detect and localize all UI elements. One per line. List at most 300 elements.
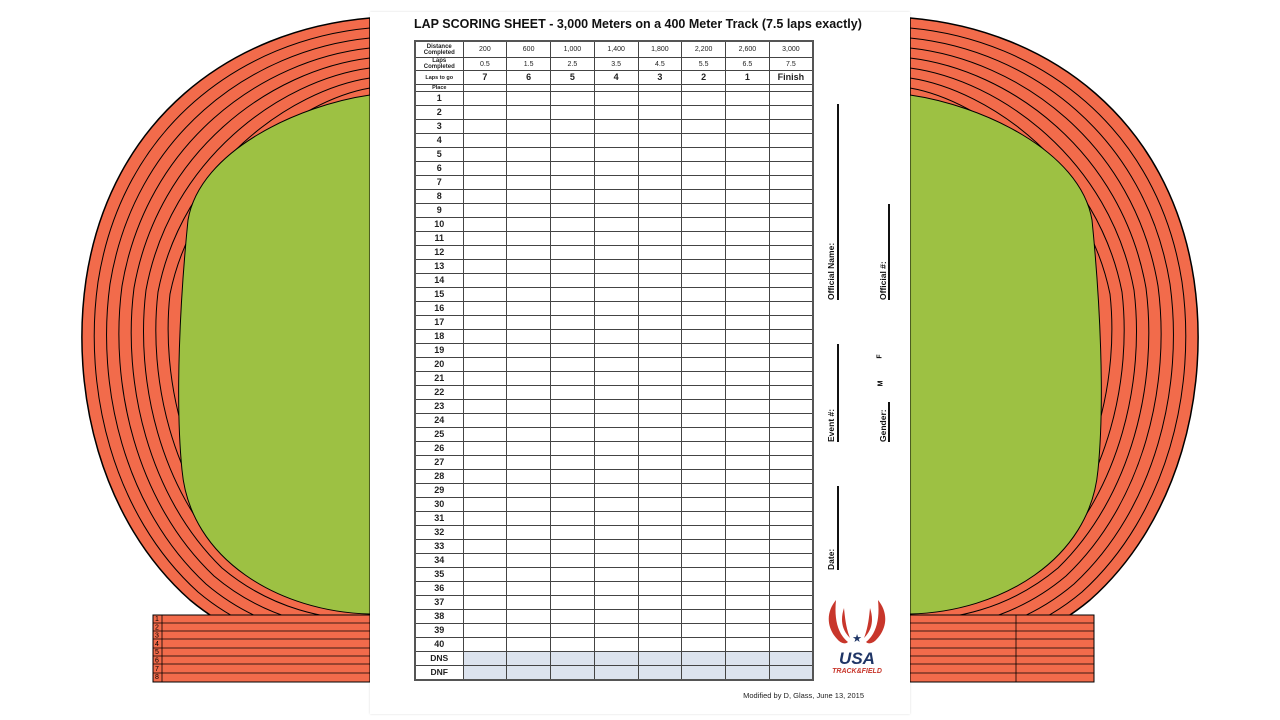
entry-cell[interactable] [638, 330, 682, 344]
entry-cell[interactable] [594, 456, 638, 470]
entry-cell[interactable] [463, 316, 507, 330]
entry-cell[interactable] [551, 400, 595, 414]
entry-cell[interactable] [726, 442, 770, 456]
entry-cell[interactable] [594, 624, 638, 638]
entry-cell[interactable] [551, 498, 595, 512]
entry-cell[interactable] [594, 274, 638, 288]
entry-cell[interactable] [463, 246, 507, 260]
entry-cell[interactable] [769, 176, 813, 190]
entry-cell[interactable] [769, 428, 813, 442]
entry-cell[interactable] [726, 582, 770, 596]
entry-cell[interactable] [463, 330, 507, 344]
entry-cell[interactable] [551, 148, 595, 162]
entry-cell[interactable] [769, 134, 813, 148]
entry-cell[interactable] [463, 386, 507, 400]
entry-cell[interactable] [726, 288, 770, 302]
entry-cell[interactable] [551, 540, 595, 554]
entry-cell[interactable] [507, 610, 551, 624]
entry-cell[interactable] [507, 302, 551, 316]
entry-cell[interactable] [682, 288, 726, 302]
entry-cell[interactable] [594, 470, 638, 484]
entry-cell[interactable] [463, 218, 507, 232]
entry-cell[interactable] [551, 624, 595, 638]
entry-cell[interactable] [682, 302, 726, 316]
entry-cell[interactable] [551, 372, 595, 386]
entry-cell[interactable] [769, 288, 813, 302]
entry-cell[interactable] [463, 526, 507, 540]
entry-cell[interactable] [551, 204, 595, 218]
entry-cell[interactable] [638, 148, 682, 162]
entry-cell[interactable] [682, 666, 726, 681]
entry-cell[interactable] [638, 442, 682, 456]
entry-cell[interactable] [726, 498, 770, 512]
entry-cell[interactable] [551, 358, 595, 372]
entry-cell[interactable] [551, 162, 595, 176]
entry-cell[interactable] [507, 344, 551, 358]
entry-cell[interactable] [507, 260, 551, 274]
entry-cell[interactable] [551, 176, 595, 190]
entry-cell[interactable] [769, 204, 813, 218]
entry-cell[interactable] [682, 162, 726, 176]
entry-cell[interactable] [638, 498, 682, 512]
entry-cell[interactable] [682, 372, 726, 386]
entry-cell[interactable] [594, 442, 638, 456]
entry-cell[interactable] [682, 540, 726, 554]
entry-cell[interactable] [638, 596, 682, 610]
entry-cell[interactable] [463, 470, 507, 484]
entry-cell[interactable] [463, 260, 507, 274]
entry-cell[interactable] [507, 204, 551, 218]
entry-cell[interactable] [463, 106, 507, 120]
entry-cell[interactable] [551, 428, 595, 442]
entry-cell[interactable] [551, 610, 595, 624]
entry-cell[interactable] [551, 666, 595, 681]
entry-cell[interactable] [726, 386, 770, 400]
entry-cell[interactable] [594, 582, 638, 596]
entry-cell[interactable] [507, 638, 551, 652]
entry-cell[interactable] [638, 554, 682, 568]
entry-cell[interactable] [726, 526, 770, 540]
entry-cell[interactable] [682, 652, 726, 666]
entry-cell[interactable] [638, 260, 682, 274]
gender-m-option[interactable]: M [877, 380, 885, 387]
entry-cell[interactable] [507, 666, 551, 681]
entry-cell[interactable] [463, 414, 507, 428]
entry-cell[interactable] [507, 484, 551, 498]
entry-cell[interactable] [769, 386, 813, 400]
entry-cell[interactable] [682, 106, 726, 120]
entry-cell[interactable] [769, 540, 813, 554]
entry-cell[interactable] [594, 652, 638, 666]
entry-cell[interactable] [638, 92, 682, 106]
entry-cell[interactable] [507, 652, 551, 666]
event-number-line[interactable] [837, 344, 839, 442]
entry-cell[interactable] [594, 176, 638, 190]
entry-cell[interactable] [594, 596, 638, 610]
entry-cell[interactable] [594, 218, 638, 232]
entry-cell[interactable] [682, 624, 726, 638]
entry-cell[interactable] [551, 470, 595, 484]
entry-cell[interactable] [769, 190, 813, 204]
entry-cell[interactable] [594, 148, 638, 162]
entry-cell[interactable] [769, 260, 813, 274]
entry-cell[interactable] [638, 400, 682, 414]
entry-cell[interactable] [682, 232, 726, 246]
entry-cell[interactable] [594, 540, 638, 554]
entry-cell[interactable] [463, 400, 507, 414]
entry-cell[interactable] [726, 358, 770, 372]
entry-cell[interactable] [769, 638, 813, 652]
entry-cell[interactable] [726, 512, 770, 526]
entry-cell[interactable] [769, 498, 813, 512]
entry-cell[interactable] [726, 148, 770, 162]
entry-cell[interactable] [594, 162, 638, 176]
entry-cell[interactable] [682, 554, 726, 568]
entry-cell[interactable] [594, 204, 638, 218]
entry-cell[interactable] [551, 512, 595, 526]
entry-cell[interactable] [463, 358, 507, 372]
entry-cell[interactable] [682, 246, 726, 260]
entry-cell[interactable] [463, 568, 507, 582]
entry-cell[interactable] [551, 232, 595, 246]
entry-cell[interactable] [726, 624, 770, 638]
entry-cell[interactable] [463, 610, 507, 624]
entry-cell[interactable] [594, 288, 638, 302]
entry-cell[interactable] [726, 414, 770, 428]
entry-cell[interactable] [507, 596, 551, 610]
entry-cell[interactable] [463, 540, 507, 554]
entry-cell[interactable] [682, 190, 726, 204]
entry-cell[interactable] [551, 316, 595, 330]
entry-cell[interactable] [682, 134, 726, 148]
entry-cell[interactable] [463, 428, 507, 442]
entry-cell[interactable] [507, 372, 551, 386]
entry-cell[interactable] [463, 204, 507, 218]
entry-cell[interactable] [594, 666, 638, 681]
entry-cell[interactable] [507, 246, 551, 260]
entry-cell[interactable] [463, 484, 507, 498]
entry-cell[interactable] [726, 106, 770, 120]
entry-cell[interactable] [594, 344, 638, 358]
entry-cell[interactable] [507, 582, 551, 596]
entry-cell[interactable] [551, 442, 595, 456]
entry-cell[interactable] [769, 568, 813, 582]
entry-cell[interactable] [594, 554, 638, 568]
entry-cell[interactable] [682, 526, 726, 540]
entry-cell[interactable] [463, 120, 507, 134]
entry-cell[interactable] [638, 624, 682, 638]
entry-cell[interactable] [769, 246, 813, 260]
entry-cell[interactable] [726, 372, 770, 386]
entry-cell[interactable] [594, 260, 638, 274]
entry-cell[interactable] [726, 470, 770, 484]
entry-cell[interactable] [551, 344, 595, 358]
entry-cell[interactable] [507, 316, 551, 330]
entry-cell[interactable] [463, 176, 507, 190]
entry-cell[interactable] [726, 204, 770, 218]
entry-cell[interactable] [638, 512, 682, 526]
entry-cell[interactable] [769, 470, 813, 484]
entry-cell[interactable] [638, 428, 682, 442]
entry-cell[interactable] [769, 624, 813, 638]
entry-cell[interactable] [682, 512, 726, 526]
entry-cell[interactable] [463, 190, 507, 204]
entry-cell[interactable] [638, 120, 682, 134]
entry-cell[interactable] [551, 260, 595, 274]
entry-cell[interactable] [507, 554, 551, 568]
entry-cell[interactable] [638, 162, 682, 176]
entry-cell[interactable] [638, 134, 682, 148]
entry-cell[interactable] [638, 456, 682, 470]
entry-cell[interactable] [594, 414, 638, 428]
entry-cell[interactable] [551, 120, 595, 134]
entry-cell[interactable] [551, 288, 595, 302]
entry-cell[interactable] [638, 540, 682, 554]
entry-cell[interactable] [769, 92, 813, 106]
entry-cell[interactable] [769, 442, 813, 456]
entry-cell[interactable] [769, 218, 813, 232]
entry-cell[interactable] [726, 162, 770, 176]
entry-cell[interactable] [463, 92, 507, 106]
entry-cell[interactable] [638, 666, 682, 681]
entry-cell[interactable] [594, 358, 638, 372]
entry-cell[interactable] [594, 498, 638, 512]
entry-cell[interactable] [726, 134, 770, 148]
entry-cell[interactable] [638, 316, 682, 330]
entry-cell[interactable] [726, 344, 770, 358]
entry-cell[interactable] [638, 526, 682, 540]
entry-cell[interactable] [682, 120, 726, 134]
entry-cell[interactable] [463, 512, 507, 526]
entry-cell[interactable] [638, 190, 682, 204]
entry-cell[interactable] [726, 316, 770, 330]
entry-cell[interactable] [594, 232, 638, 246]
entry-cell[interactable] [769, 344, 813, 358]
entry-cell[interactable] [682, 148, 726, 162]
entry-cell[interactable] [551, 302, 595, 316]
entry-cell[interactable] [638, 638, 682, 652]
entry-cell[interactable] [594, 134, 638, 148]
entry-cell[interactable] [507, 442, 551, 456]
official-number-line[interactable] [888, 204, 890, 300]
entry-cell[interactable] [507, 232, 551, 246]
entry-cell[interactable] [463, 498, 507, 512]
entry-cell[interactable] [594, 568, 638, 582]
entry-cell[interactable] [594, 638, 638, 652]
entry-cell[interactable] [594, 330, 638, 344]
entry-cell[interactable] [551, 92, 595, 106]
entry-cell[interactable] [551, 526, 595, 540]
entry-cell[interactable] [682, 498, 726, 512]
entry-cell[interactable] [682, 582, 726, 596]
entry-cell[interactable] [594, 372, 638, 386]
entry-cell[interactable] [682, 484, 726, 498]
entry-cell[interactable] [638, 246, 682, 260]
entry-cell[interactable] [551, 134, 595, 148]
entry-cell[interactable] [769, 596, 813, 610]
entry-cell[interactable] [507, 92, 551, 106]
entry-cell[interactable] [726, 554, 770, 568]
entry-cell[interactable] [507, 176, 551, 190]
entry-cell[interactable] [594, 428, 638, 442]
entry-cell[interactable] [551, 456, 595, 470]
entry-cell[interactable] [594, 400, 638, 414]
entry-cell[interactable] [507, 386, 551, 400]
entry-cell[interactable] [769, 162, 813, 176]
entry-cell[interactable] [726, 428, 770, 442]
entry-cell[interactable] [726, 246, 770, 260]
entry-cell[interactable] [682, 344, 726, 358]
entry-cell[interactable] [507, 190, 551, 204]
entry-cell[interactable] [551, 484, 595, 498]
entry-cell[interactable] [769, 120, 813, 134]
entry-cell[interactable] [682, 428, 726, 442]
entry-cell[interactable] [507, 330, 551, 344]
entry-cell[interactable] [463, 372, 507, 386]
entry-cell[interactable] [551, 330, 595, 344]
entry-cell[interactable] [507, 456, 551, 470]
entry-cell[interactable] [463, 288, 507, 302]
entry-cell[interactable] [507, 106, 551, 120]
entry-cell[interactable] [551, 652, 595, 666]
entry-cell[interactable] [769, 652, 813, 666]
entry-cell[interactable] [638, 386, 682, 400]
entry-cell[interactable] [769, 358, 813, 372]
entry-cell[interactable] [638, 204, 682, 218]
entry-cell[interactable] [551, 246, 595, 260]
entry-cell[interactable] [594, 302, 638, 316]
entry-cell[interactable] [638, 344, 682, 358]
entry-cell[interactable] [507, 498, 551, 512]
entry-cell[interactable] [769, 274, 813, 288]
entry-cell[interactable] [682, 456, 726, 470]
entry-cell[interactable] [726, 638, 770, 652]
entry-cell[interactable] [507, 624, 551, 638]
entry-cell[interactable] [638, 568, 682, 582]
entry-cell[interactable] [594, 106, 638, 120]
entry-cell[interactable] [726, 260, 770, 274]
entry-cell[interactable] [551, 386, 595, 400]
entry-cell[interactable] [638, 484, 682, 498]
entry-cell[interactable] [463, 666, 507, 681]
entry-cell[interactable] [551, 554, 595, 568]
entry-cell[interactable] [638, 274, 682, 288]
entry-cell[interactable] [463, 148, 507, 162]
entry-cell[interactable] [638, 288, 682, 302]
entry-cell[interactable] [726, 400, 770, 414]
entry-cell[interactable] [726, 666, 770, 681]
entry-cell[interactable] [551, 414, 595, 428]
entry-cell[interactable] [463, 638, 507, 652]
entry-cell[interactable] [463, 456, 507, 470]
entry-cell[interactable] [463, 442, 507, 456]
entry-cell[interactable] [726, 568, 770, 582]
entry-cell[interactable] [769, 232, 813, 246]
entry-cell[interactable] [769, 148, 813, 162]
entry-cell[interactable] [551, 582, 595, 596]
entry-cell[interactable] [507, 274, 551, 288]
entry-cell[interactable] [463, 134, 507, 148]
entry-cell[interactable] [638, 232, 682, 246]
entry-cell[interactable] [682, 358, 726, 372]
entry-cell[interactable] [682, 176, 726, 190]
entry-cell[interactable] [594, 246, 638, 260]
entry-cell[interactable] [638, 470, 682, 484]
entry-cell[interactable] [726, 330, 770, 344]
entry-cell[interactable] [463, 232, 507, 246]
entry-cell[interactable] [769, 526, 813, 540]
entry-cell[interactable] [726, 190, 770, 204]
entry-cell[interactable] [682, 386, 726, 400]
entry-cell[interactable] [638, 652, 682, 666]
entry-cell[interactable] [594, 120, 638, 134]
entry-cell[interactable] [551, 106, 595, 120]
entry-cell[interactable] [551, 190, 595, 204]
entry-cell[interactable] [638, 372, 682, 386]
entry-cell[interactable] [682, 610, 726, 624]
entry-cell[interactable] [463, 582, 507, 596]
entry-cell[interactable] [594, 484, 638, 498]
entry-cell[interactable] [507, 512, 551, 526]
entry-cell[interactable] [726, 302, 770, 316]
entry-cell[interactable] [594, 512, 638, 526]
entry-cell[interactable] [769, 330, 813, 344]
entry-cell[interactable] [682, 218, 726, 232]
entry-cell[interactable] [463, 162, 507, 176]
entry-cell[interactable] [638, 358, 682, 372]
entry-cell[interactable] [769, 400, 813, 414]
entry-cell[interactable] [769, 554, 813, 568]
entry-cell[interactable] [463, 554, 507, 568]
entry-cell[interactable] [507, 120, 551, 134]
entry-cell[interactable] [551, 274, 595, 288]
entry-cell[interactable] [726, 274, 770, 288]
entry-cell[interactable] [682, 596, 726, 610]
entry-cell[interactable] [594, 610, 638, 624]
entry-cell[interactable] [726, 120, 770, 134]
official-name-line[interactable] [837, 104, 839, 300]
entry-cell[interactable] [769, 414, 813, 428]
entry-cell[interactable] [507, 428, 551, 442]
date-line[interactable] [837, 486, 839, 570]
entry-cell[interactable] [507, 162, 551, 176]
entry-cell[interactable] [463, 624, 507, 638]
entry-cell[interactable] [507, 568, 551, 582]
entry-cell[interactable] [507, 288, 551, 302]
entry-cell[interactable] [769, 302, 813, 316]
entry-cell[interactable] [682, 316, 726, 330]
entry-cell[interactable] [682, 568, 726, 582]
entry-cell[interactable] [769, 372, 813, 386]
entry-cell[interactable] [551, 638, 595, 652]
entry-cell[interactable] [682, 470, 726, 484]
entry-cell[interactable] [638, 106, 682, 120]
entry-cell[interactable] [769, 610, 813, 624]
entry-cell[interactable] [507, 526, 551, 540]
entry-cell[interactable] [682, 330, 726, 344]
entry-cell[interactable] [769, 582, 813, 596]
entry-cell[interactable] [594, 386, 638, 400]
entry-cell[interactable] [726, 456, 770, 470]
entry-cell[interactable] [726, 484, 770, 498]
entry-cell[interactable] [463, 652, 507, 666]
entry-cell[interactable] [769, 456, 813, 470]
gender-f-option[interactable]: F [876, 354, 884, 359]
entry-cell[interactable] [551, 596, 595, 610]
entry-cell[interactable] [638, 176, 682, 190]
entry-cell[interactable] [682, 414, 726, 428]
entry-cell[interactable] [463, 596, 507, 610]
